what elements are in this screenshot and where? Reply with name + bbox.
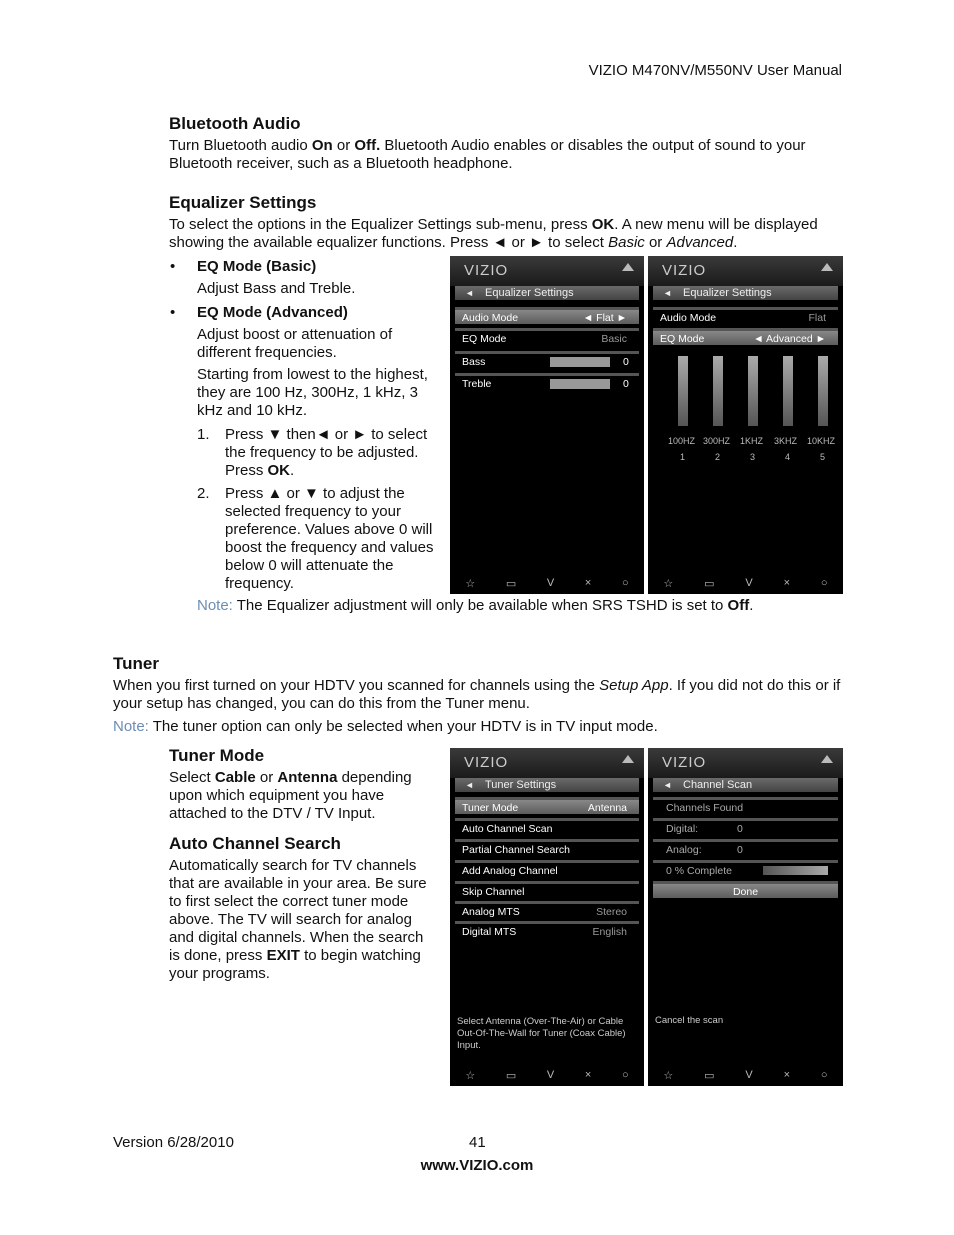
tv-screen-eq-advanced <box>648 256 843 594</box>
row-label: EQ Mode <box>660 333 705 345</box>
eq-band-100hz[interactable] <box>678 356 688 426</box>
analog-count: 0 <box>737 844 743 856</box>
back-arrow-icon: ◄ <box>663 288 672 298</box>
tuner-setup-app: Setup App <box>599 677 669 694</box>
eq-freq-label: 100HZ <box>668 436 696 446</box>
vizio-logo: VIZIO <box>648 748 843 778</box>
bottom-bar <box>648 572 843 594</box>
close-icon[interactable]: × <box>783 1069 791 1081</box>
menu-row-audio-mode[interactable] <box>455 307 639 324</box>
tuner-mode-antenna: Antenna <box>277 769 338 786</box>
menu-title-text: Channel Scan <box>683 779 753 791</box>
eq-step-2-text: Press ▲ or ▼ to adjust the selected frequency to your preference. Values above 0 will boost the frequency and values below 0 will attenuate the frequency. <box>225 485 434 592</box>
auto-channel-text-2: to begin watching your programs. <box>169 947 421 982</box>
auto-channel-exit: EXIT <box>266 947 300 964</box>
menu-title <box>653 778 838 792</box>
eq-step-1-end: . <box>290 462 295 479</box>
row-label: Add Analog Channel <box>462 865 558 877</box>
vizio-logo: VIZIO <box>450 748 644 778</box>
home-icon <box>821 263 833 271</box>
eq-intro-basic: Basic <box>608 234 645 251</box>
menu-row-analog-mts[interactable] <box>455 901 639 918</box>
eq-note-end: . <box>749 597 754 614</box>
tuner-text-1: When you first turned on your HDTV you scanned for channels using the <box>113 677 600 694</box>
v-button-icon[interactable]: V <box>546 1069 555 1081</box>
auto-channel-heading: Auto Channel Search <box>169 834 341 853</box>
menu-row-eq-mode[interactable] <box>653 328 838 345</box>
eq-step-1-num: 1. <box>197 426 210 443</box>
eq-advanced-text: Adjust boost or attenuation of different frequencies. <box>197 326 393 361</box>
eq-freq-label: 300HZ <box>703 436 731 446</box>
star-icon[interactable]: ☆ <box>465 1069 476 1082</box>
eq-band-number: 5 <box>820 452 826 462</box>
star-icon[interactable]: ☆ <box>663 577 674 590</box>
eq-bullet-advanced <box>197 304 442 420</box>
row-value: English <box>592 926 627 938</box>
tv-screen-tuner-settings <box>450 748 644 1086</box>
analog-count-row <box>653 839 838 856</box>
menu-title-text: Equalizer Settings <box>683 287 772 299</box>
eq-band-number: 1 <box>680 452 686 462</box>
row-label: EQ Mode <box>462 333 507 345</box>
done-label: Done <box>732 886 759 898</box>
row-label: Tuner Mode <box>462 802 519 814</box>
row-label: Skip Channel <box>462 886 525 898</box>
tuner-mode-text <box>169 769 434 823</box>
bottom-bar <box>450 572 644 594</box>
page-header: VIZIO M470NV/M550NV User Manual <box>588 62 842 79</box>
equalizer-intro <box>169 216 839 252</box>
row-label: Digital: <box>666 823 699 835</box>
back-arrow-icon: ◄ <box>465 780 474 790</box>
bluetooth-paragraph <box>169 137 839 173</box>
equalizer-heading: Equalizer Settings <box>169 193 317 212</box>
menu-row-add-analog-channel[interactable] <box>455 860 639 877</box>
tuner-note-label: Note: <box>113 718 149 735</box>
eq-note-label: Note: <box>197 597 233 614</box>
menu-title <box>653 286 838 300</box>
progress-row <box>653 860 838 877</box>
widget-icon[interactable]: ▭ <box>505 1069 517 1082</box>
eq-bullet-basic <box>197 258 442 298</box>
tv-screen-channel-scan <box>648 748 843 1086</box>
menu-row-partial-channel-search[interactable] <box>455 839 639 856</box>
row-label: Auto Channel Scan <box>462 823 553 835</box>
row-value: 0 <box>623 378 629 390</box>
eq-advanced-title: EQ Mode (Advanced) <box>197 304 348 321</box>
eq-bullets <box>197 258 442 420</box>
eq-band-300hz[interactable] <box>713 356 723 426</box>
tuner-mode-cable: Cable <box>214 769 256 786</box>
row-value: Antenna <box>587 802 627 814</box>
eq-intro-1: To select the options in the Equalizer Settings sub-menu, press <box>169 216 592 233</box>
eq-step-2 <box>197 485 437 593</box>
home-icon <box>821 755 833 763</box>
bottom-bar <box>648 1064 843 1086</box>
tuner-text-2: . If you did not do this or if your setup has changed, you can do this from the Tuner menu. <box>113 677 841 712</box>
menu-title <box>455 286 639 300</box>
help-text: Cancel the scan <box>655 1015 724 1026</box>
home-icon <box>622 263 634 271</box>
row-label: Audio Mode <box>462 312 519 324</box>
menu-title-text: Tuner Settings <box>485 779 557 791</box>
eq-freq-label: 1KHZ <box>740 436 764 446</box>
back-arrow-icon: ◄ <box>663 780 672 790</box>
eq-freq-label: 10KHZ <box>807 436 836 446</box>
row-label: Digital MTS <box>462 926 517 938</box>
eq-step-1-ok: OK <box>267 462 291 479</box>
v-button-icon[interactable]: V <box>546 577 555 589</box>
eq-note <box>197 597 837 615</box>
channels-found-row <box>653 797 838 814</box>
tuner-mode-heading: Tuner Mode <box>169 746 265 765</box>
row-value: Stereo <box>596 906 627 918</box>
back-arrow-icon: ◄ <box>465 288 474 298</box>
eq-freq-label: 3KHZ <box>774 436 798 446</box>
eq-band-3khz[interactable] <box>783 356 793 426</box>
widget-icon[interactable]: ▭ <box>704 1069 715 1082</box>
row-label: Treble <box>462 378 492 390</box>
tuner-mode-text-2: depending upon which equipment you have attached to the DTV / TV Input. <box>169 769 412 822</box>
footer-version: Version 6/28/2010 <box>113 1134 234 1151</box>
eq-intro-or: or <box>644 234 667 251</box>
eq-step-1-text: Press ▼ then◄ or ► to select the frequency to be adjusted. Press <box>225 426 428 479</box>
eq-step-1 <box>197 426 437 480</box>
tuner-mode-or: or <box>255 769 278 786</box>
vizio-logo: VIZIO <box>450 256 644 286</box>
ok-icon[interactable]: ○ <box>622 1069 629 1081</box>
row-label: Analog MTS <box>462 906 520 918</box>
eq-intro-2: . A new menu will be displayed showing the available equalizer functions. Press ◄ or ► to select <box>169 216 818 251</box>
v-button-icon[interactable]: V <box>745 577 753 589</box>
progress-bar <box>763 866 828 875</box>
eq-band-1khz[interactable] <box>748 356 758 426</box>
close-icon[interactable]: × <box>584 1069 592 1081</box>
eq-intro-advanced: Advanced <box>666 234 734 251</box>
close-icon[interactable]: × <box>783 577 791 589</box>
star-icon[interactable]: ☆ <box>663 1069 674 1082</box>
digital-count: 0 <box>737 823 743 835</box>
bluetooth-text-1: Turn Bluetooth audio <box>169 137 312 154</box>
menu-row-tuner-mode[interactable] <box>455 797 639 814</box>
ok-icon[interactable]: ○ <box>820 577 828 589</box>
eq-basic-title: EQ Mode (Basic) <box>197 258 317 275</box>
eq-note-off: Off <box>727 597 750 614</box>
eq-intro-period: . <box>733 234 738 251</box>
footer-url[interactable]: www.VIZIO.com <box>420 1157 534 1174</box>
widget-icon[interactable]: ▭ <box>704 577 715 590</box>
ok-icon[interactable]: ○ <box>820 1069 828 1081</box>
eq-band-number: 3 <box>750 452 756 462</box>
help-text: Select Antenna (Over-The-Air) or Cable Out-Of-The-Wall for Tuner (Coax Cable) Input. <box>457 1016 626 1051</box>
vizio-logo: VIZIO <box>648 256 843 286</box>
eq-step-2-num: 2. <box>197 485 210 502</box>
tuner-paragraph <box>113 677 843 713</box>
bluetooth-or: or <box>332 137 355 154</box>
bluetooth-heading: Bluetooth Audio <box>169 114 301 133</box>
menu-row-skip-channel[interactable] <box>455 881 639 898</box>
close-icon[interactable]: × <box>584 577 592 589</box>
menu-row-digital-mts[interactable] <box>455 921 639 938</box>
bluetooth-on: On <box>311 137 333 154</box>
menu-row-bass[interactable] <box>455 351 639 368</box>
eq-steps <box>197 426 437 593</box>
menu-title-text: Equalizer Settings <box>485 287 574 299</box>
home-icon <box>622 755 634 763</box>
eq-note-text: The Equalizer adjustment will only be available when SRS TSHD is set to <box>232 597 728 614</box>
auto-channel-text-1: Automatically search for TV channels that are available in your area. Be sure to first select the correct tuner mode above. The TV will search for analog and digital channels. When the search is done, press <box>169 857 427 964</box>
tv-screen-eq-basic <box>450 256 644 594</box>
bluetooth-text-2: Bluetooth Audio enables or disables the output of sound to your Bluetooth receiver, such as a Bluetooth headphone. <box>169 137 806 172</box>
progress-label: 0 % Complete <box>666 865 732 877</box>
row-label: Partial Channel Search <box>462 844 570 856</box>
row-value: Flat <box>808 312 826 324</box>
tuner-mode-text-1: Select <box>169 769 215 786</box>
done-button[interactable] <box>653 881 838 898</box>
row-label: Bass <box>462 356 486 368</box>
auto-channel-text <box>169 857 437 983</box>
tuner-heading: Tuner <box>113 654 159 673</box>
treble-slider[interactable] <box>550 379 610 389</box>
tuner-note <box>113 718 843 736</box>
eq-basic-text: Adjust Bass and Treble. <box>197 280 356 297</box>
menu-row-auto-channel-scan[interactable] <box>455 818 639 835</box>
bluetooth-off: Off. <box>354 137 381 154</box>
eq-intro-ok: OK <box>591 216 615 233</box>
star-icon[interactable]: ☆ <box>465 577 476 590</box>
menu-row-audio-mode[interactable] <box>653 307 838 324</box>
widget-icon[interactable]: ▭ <box>505 577 517 590</box>
row-value: 0 <box>623 356 629 368</box>
eq-band-10khz[interactable] <box>818 356 828 426</box>
row-value: Basic <box>601 333 627 345</box>
digital-count-row <box>653 818 838 835</box>
v-button-icon[interactable]: V <box>745 1069 753 1081</box>
menu-title <box>455 778 639 792</box>
row-value: ◄ Advanced ► <box>753 333 826 345</box>
menu-row-eq-mode[interactable] <box>455 328 639 345</box>
eq-advanced-text-2: Starting from lowest to the highest, they are 100 Hz, 300Hz, 1 kHz, 3 kHz and 10 kHz. <box>197 366 428 419</box>
row-value: ◄ Flat ► <box>582 312 627 324</box>
row-label: Channels Found <box>666 802 744 814</box>
eq-band-number: 2 <box>715 452 721 462</box>
footer-page-number: 41 <box>469 1134 486 1151</box>
bottom-bar <box>450 1064 644 1086</box>
menu-row-treble[interactable] <box>455 373 639 390</box>
tuner-note-text: The tuner option can only be selected when your HDTV is in TV input mode. <box>148 718 658 735</box>
bass-slider[interactable] <box>550 357 610 367</box>
row-label: Analog: <box>666 844 702 856</box>
row-label: Audio Mode <box>660 312 717 324</box>
eq-band-number: 4 <box>785 452 791 462</box>
ok-icon[interactable]: ○ <box>622 577 629 589</box>
